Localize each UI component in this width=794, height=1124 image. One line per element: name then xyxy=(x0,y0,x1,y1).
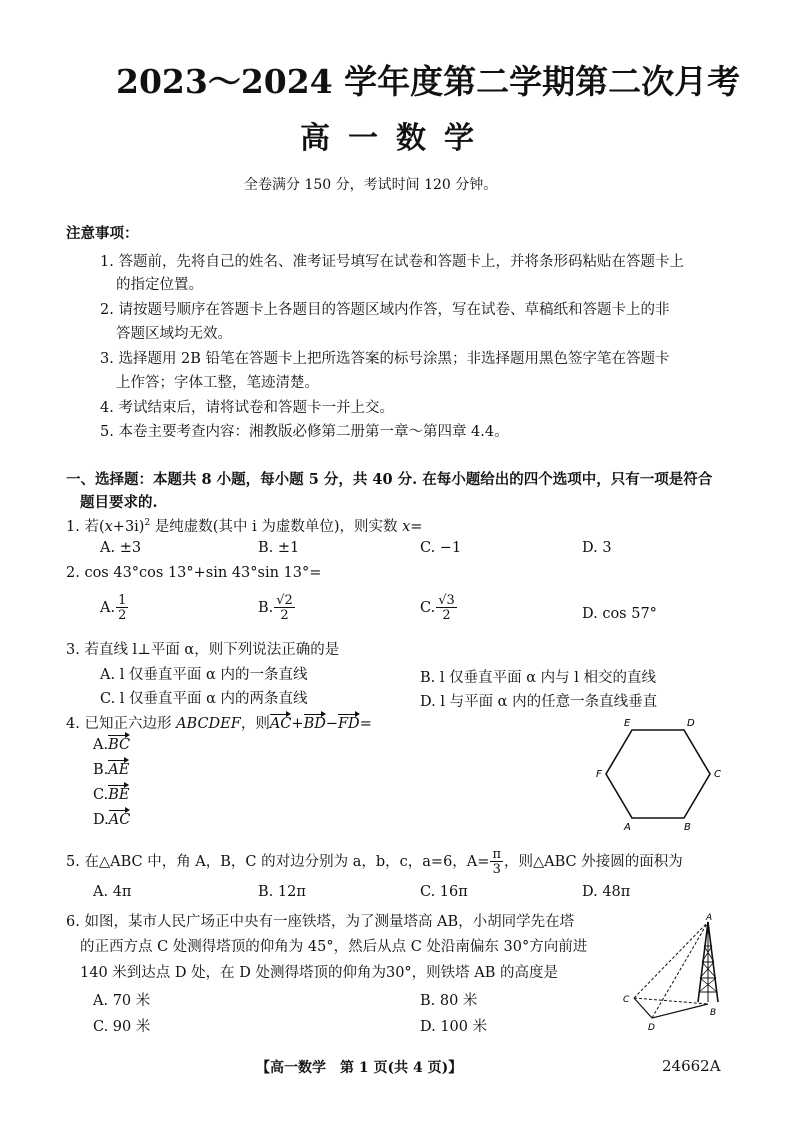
q1-option-c: C. −1 xyxy=(420,540,462,556)
question-2-stem: 2. cos 43°cos 13°+sin 43°sin 13°= xyxy=(66,565,322,581)
q5-option-d: D. 48π xyxy=(582,884,631,900)
question-6-line: 的正西方点 C 处测得塔顶的仰角为 45°，然后从点 C 处沿南偏东 30°方向前进 xyxy=(80,939,588,955)
hex-label-b: B xyxy=(684,822,691,833)
notice-heading: 注意事项： xyxy=(66,225,139,242)
question-6-line: 140 米到达点 D 处，在 D 处测得塔顶的仰角为30°，则铁塔 AB 的高度是 xyxy=(80,965,559,981)
subject-title: 高一数学 xyxy=(300,121,492,156)
q4-option-b: B.AE xyxy=(93,762,130,778)
hex-label-e: E xyxy=(624,718,631,729)
q3-option-d: D. l 与平面 α 内的任意一条直线垂直 xyxy=(420,694,658,710)
tower-figure xyxy=(618,912,730,1034)
exam-title: 2023～2024 学年度第二学期第二次月考 xyxy=(116,62,741,101)
tower-label-b: B xyxy=(710,1008,717,1018)
q6-option-c: C. 90 米 xyxy=(93,1019,151,1035)
q1-option-b: B. ±1 xyxy=(258,540,300,556)
hexagon-shape xyxy=(606,730,710,818)
q3-option-a: A. l 仅垂直平面 α 内的一条直线 xyxy=(100,667,308,683)
question-5-stem: 5. 在△ABC 中，角 A，B，C 的对边分别为 a，b，c，a=6，A= $\frac{\pi}{3}$ ，则△ABC 外接圆的面积为 xyxy=(66,847,683,877)
section-heading: 一、选择题：本题共 8 小题，每小题 5 分，共 40 分. 在每小题给出的四个选项中，只有一项是符合 xyxy=(66,471,713,488)
notice-line: 的指定位置。 xyxy=(116,277,203,293)
q3-option-b: B. l 仅垂直平面 α 内与 l 相交的直线 xyxy=(420,670,656,686)
notice-line: 1. 答题前，先将自己的姓名、准考证号填写在试卷和答题卡上，并将条形码粘贴在答题卡上 xyxy=(100,254,684,270)
notice-line: 4. 考试结束后，请将试卷和答题卡一并上交。 xyxy=(100,400,394,416)
tower-label-c: C xyxy=(623,995,630,1005)
q5-option-b: B. 12π xyxy=(258,884,306,900)
tower-label-a: A xyxy=(706,913,713,923)
notice-line: 5. 本卷主要考查内容：湘教版必修第二册第一章～第四章 4.4。 xyxy=(100,424,509,440)
hexagon-figure xyxy=(590,712,730,837)
q1-option-d: D. 3 xyxy=(582,540,612,556)
hex-label-d: D xyxy=(687,718,695,729)
hex-label-c: C xyxy=(714,769,721,780)
notice-line: 2. 请按题号顺序在答题卡上各题目的答题区域内作答，写在试卷、草稿纸和答题卡上的非 xyxy=(100,302,670,318)
hex-label-f: F xyxy=(596,769,602,780)
full-mark-note: 全卷满分 150 分，考试时间 120 分钟。 xyxy=(244,177,498,193)
question-4-stem: 4. 已知正六边形 ABCDEF，则AC+BD−FD= xyxy=(66,716,372,732)
q3-option-c: C. l 仅垂直平面 α 内的两条直线 xyxy=(100,691,308,707)
q4-option-c: C.BE xyxy=(93,787,130,803)
q6-option-a: A. 70 米 xyxy=(93,993,151,1009)
q5-option-c: C. 16π xyxy=(420,884,468,900)
q2-option-b: B. $\frac{√2}{2}$ xyxy=(258,593,293,623)
q2-option-a: A. $\frac{1}{2}$ xyxy=(100,593,127,623)
q6-option-d: D. 100 米 xyxy=(420,1019,488,1035)
q5-option-a: A. 4π xyxy=(93,884,132,900)
exam-code: 24662A xyxy=(662,1057,721,1075)
q1-option-a: A. ±3 xyxy=(100,540,142,556)
question-6-line: 6. 如图，某市人民广场正中央有一座铁塔，为了测量塔高 AB，小胡同学先在塔 xyxy=(66,914,575,930)
question-1-stem: 1. 若$(x+3i)^2$ 是纯虚数(其中 i 为虚数单位)，则实数 x= xyxy=(66,518,423,535)
section-heading-cont: 题目要求的. xyxy=(80,494,158,511)
q6-option-b: B. 80 米 xyxy=(420,993,478,1009)
q2-option-c: C. $\frac{√3}{2}$ xyxy=(420,593,455,623)
q4-option-d: D.AC xyxy=(93,812,131,828)
hex-label-a: A xyxy=(624,822,631,833)
tower-label-d: D xyxy=(648,1023,655,1033)
page-footer: 【高一数学 第 1 页(共 4 页)】 xyxy=(256,1060,463,1076)
notice-line: 上作答；字体工整，笔迹清楚。 xyxy=(116,375,319,391)
question-3-stem: 3. 若直线 l⊥平面 α，则下列说法正确的是 xyxy=(66,642,340,658)
notice-line: 答题区域均无效。 xyxy=(116,326,232,342)
q2-option-d: D. cos 57° xyxy=(582,606,657,622)
notice-line: 3. 选择题用 2B 铅笔在答题卡上把所选答案的标号涂黑；非选择题用黑色签字笔在答题卡 xyxy=(100,351,670,367)
q4-option-a: A.BC xyxy=(93,737,131,753)
